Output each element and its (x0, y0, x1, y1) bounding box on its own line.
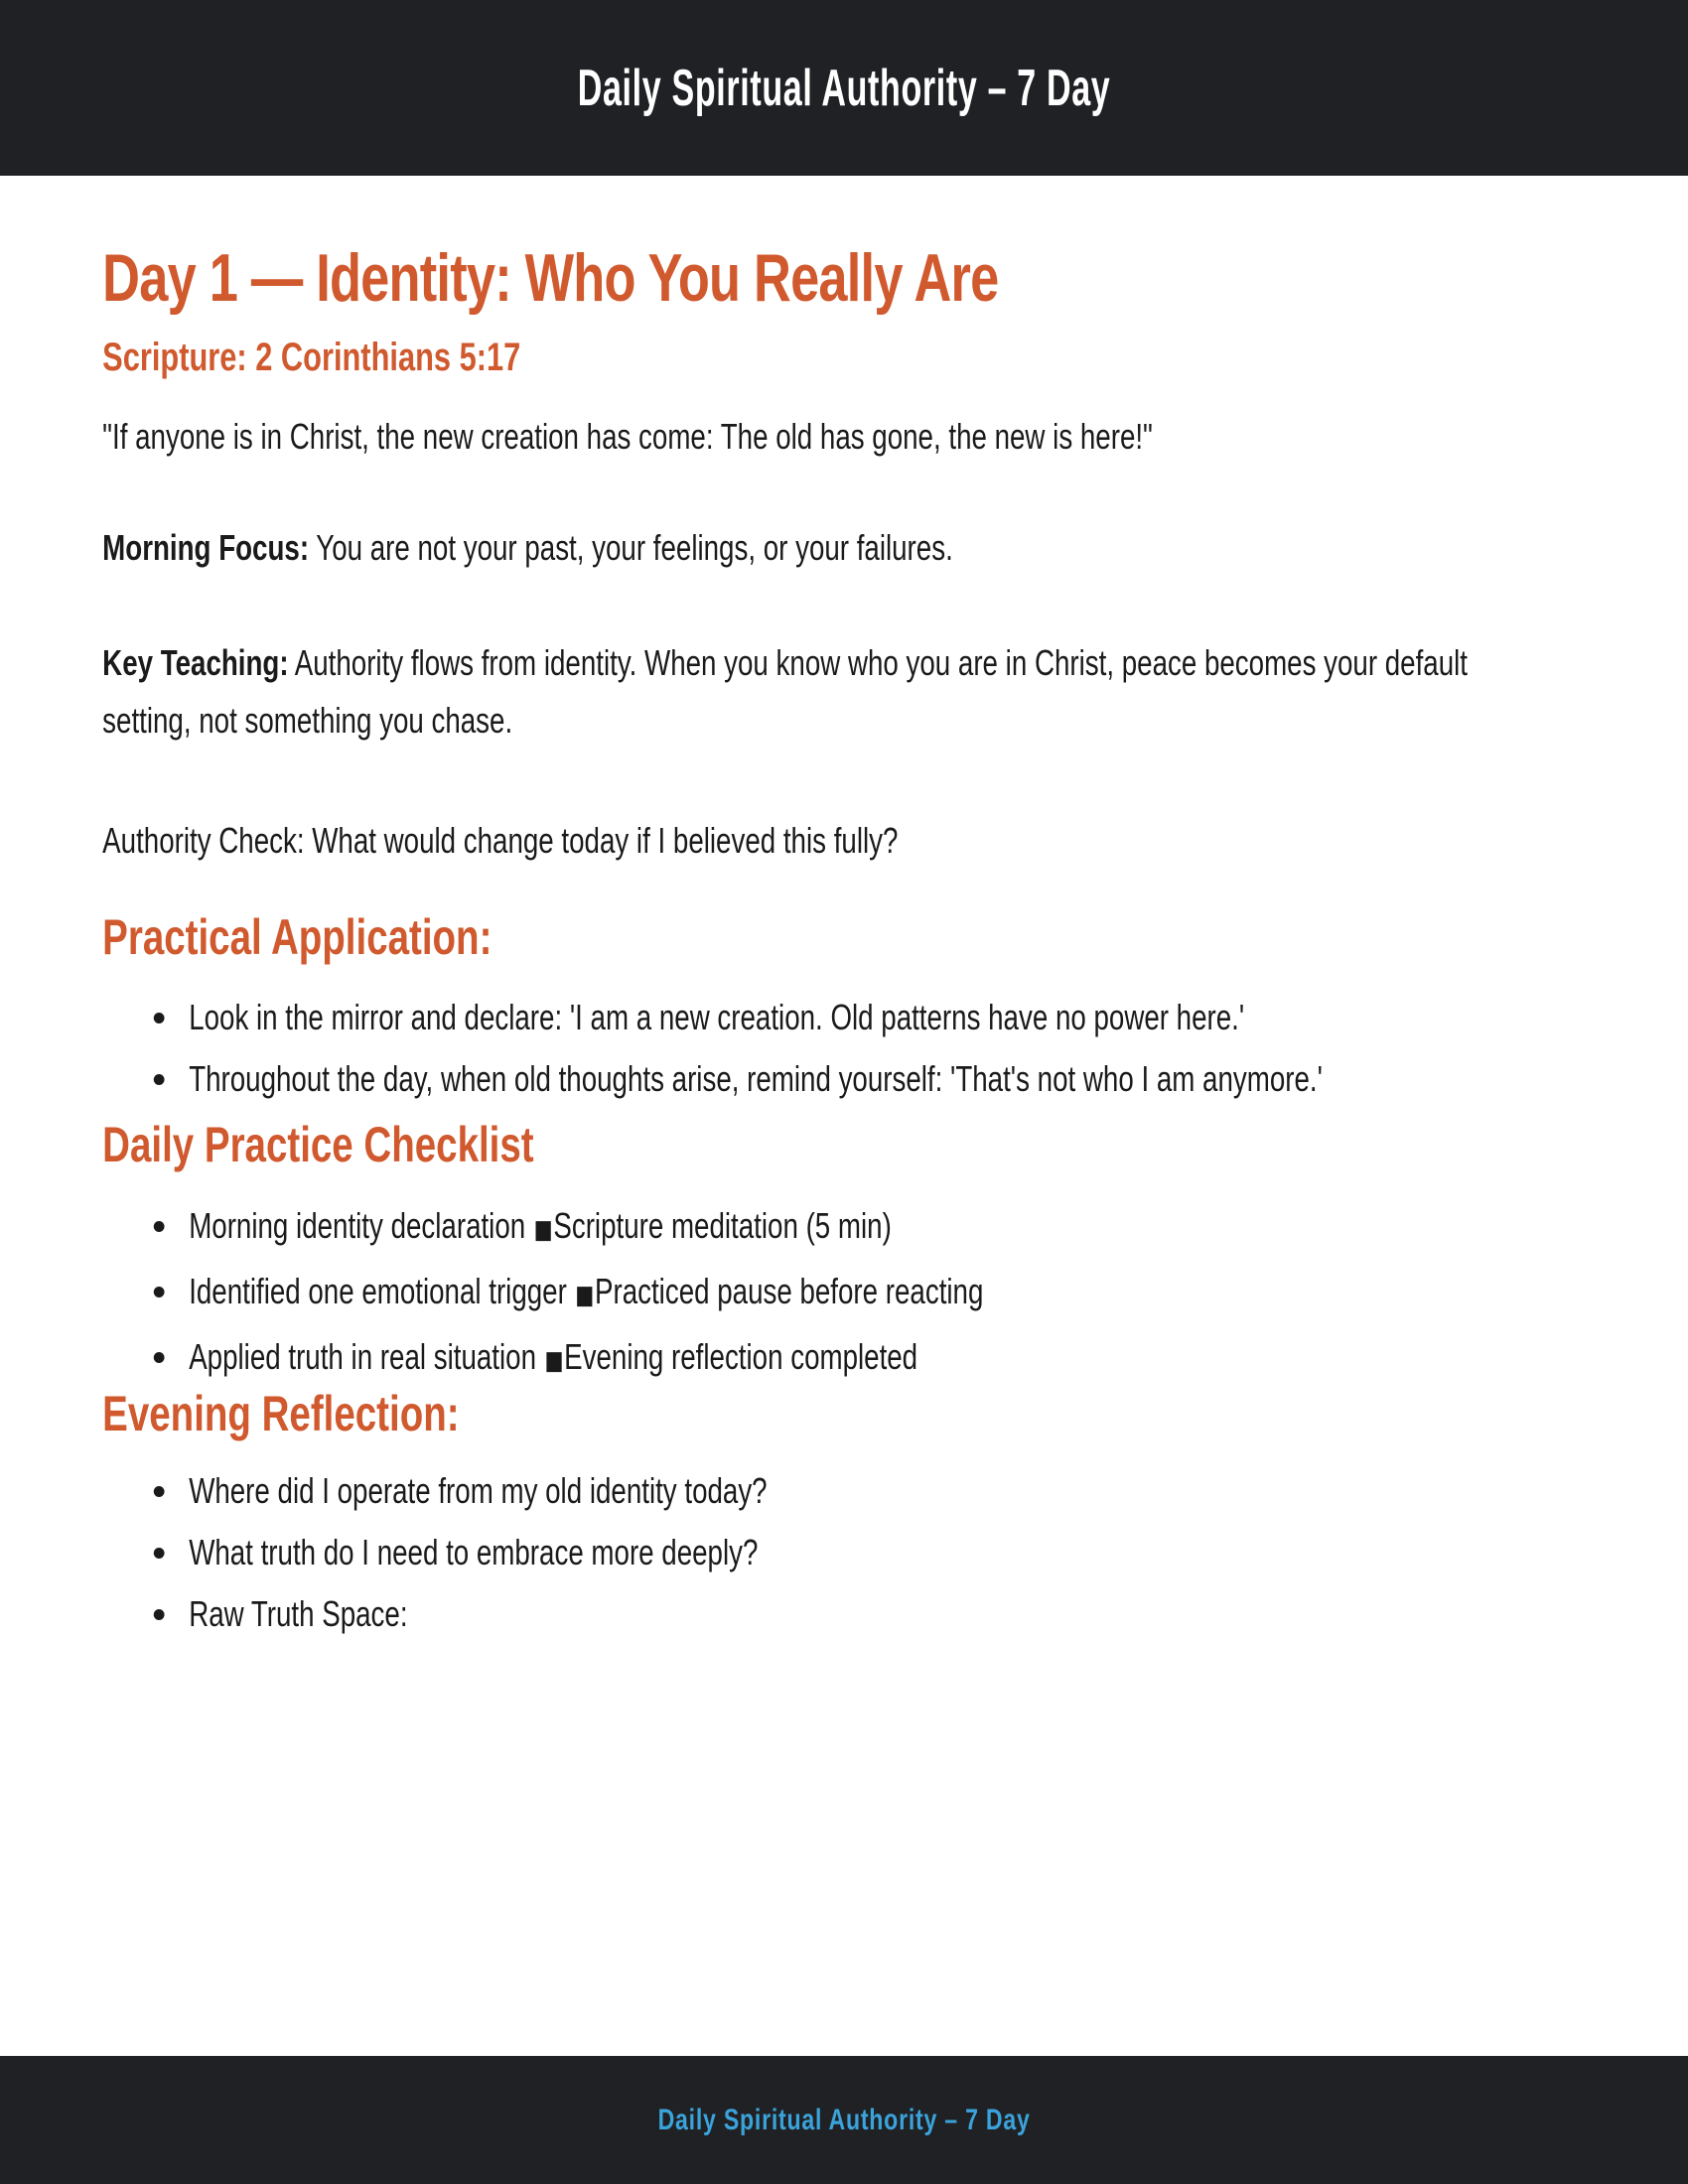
list-item (189, 1270, 1611, 1317)
key-teaching-label: Key Teaching: (102, 642, 289, 683)
checklist-text-first: Morning identity declaration (189, 1205, 526, 1246)
bullet-icon (154, 1486, 165, 1497)
square-bullet-icon: ■ (544, 1346, 564, 1376)
list-item-text: Throughout the day, when old thoughts arise, remind yourself: 'That's not who I am anymore.' (189, 1058, 1323, 1099)
header-bar (0, 0, 1688, 176)
morning-focus-paragraph (102, 525, 1540, 571)
footer-title: Daily Spiritual Authority – 7 Day (657, 2103, 1031, 2136)
authority-check-paragraph: Authority Check: What would change today if I believed this fully? (102, 820, 899, 861)
key-teaching-text: Authority flows from identity. When you know who you are in Christ, peace becomes your default setting, not something you chase. (102, 642, 1468, 741)
checklist-text-first: Applied truth in real situation (189, 1336, 536, 1377)
list-item-text: Raw Truth Space: (189, 1593, 408, 1634)
bullet-icon (154, 1287, 165, 1297)
checklist-text-second: Scripture meditation (5 min) (553, 1205, 892, 1246)
list-item (189, 1531, 1611, 1574)
footer-bar (0, 2056, 1688, 2184)
list-item-text: Where did I operate from my old identity today? (189, 1470, 768, 1511)
morning-focus-text: You are not your past, your feelings, or your failures. (309, 527, 953, 568)
bullet-icon (154, 1609, 165, 1620)
practical-application-heading: Practical Application: (102, 909, 492, 965)
list-item (189, 996, 1611, 1039)
checklist-text-first: Identified one emotional trigger (189, 1271, 567, 1311)
bullet-icon (154, 1013, 165, 1024)
evening-reflection-list (189, 1469, 1611, 1654)
list-item (189, 1057, 1611, 1101)
daily-practice-list (189, 1204, 1611, 1401)
square-bullet-icon: ■ (533, 1215, 553, 1245)
page-title: Day 1 — Identity: Who You Really Are (102, 240, 999, 316)
header-title: Daily Spiritual Authority – 7 Day (577, 59, 1111, 117)
key-teaching-paragraph (102, 634, 1540, 750)
bullet-icon (154, 1548, 165, 1559)
evening-reflection-heading: Evening Reflection: (102, 1386, 460, 1441)
checklist-text-second: Practiced pause before reacting (594, 1271, 984, 1311)
checklist-text-second: Evening reflection completed (564, 1336, 918, 1377)
morning-focus-label: Morning Focus: (102, 527, 310, 568)
practical-application-list (189, 996, 1611, 1119)
scripture-heading: Scripture: 2 Corinthians 5:17 (102, 336, 521, 379)
daily-practice-heading: Daily Practice Checklist (102, 1117, 534, 1172)
list-item (189, 1335, 1611, 1383)
square-bullet-icon: ■ (575, 1281, 595, 1310)
list-item (189, 1592, 1611, 1636)
list-item (189, 1469, 1611, 1513)
scripture-quote: "If anyone is in Christ, the new creation has come: The old has gone, the new is here!" (102, 416, 1153, 457)
list-item-text: What truth do I need to embrace more deeply? (189, 1532, 759, 1572)
bullet-icon (154, 1074, 165, 1085)
list-item (189, 1204, 1611, 1252)
bullet-icon (154, 1352, 165, 1363)
list-item-text: Look in the mirror and declare: 'I am a new creation. Old patterns have no power here.' (189, 997, 1245, 1037)
bullet-icon (154, 1221, 165, 1232)
